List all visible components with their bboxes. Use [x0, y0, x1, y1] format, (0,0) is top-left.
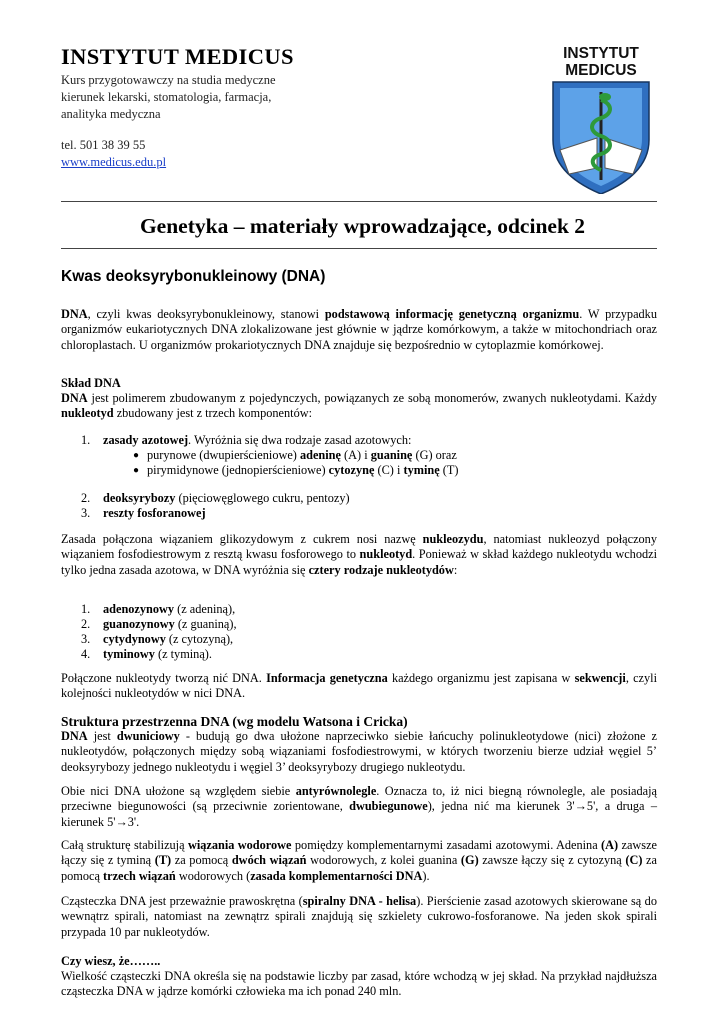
website-link[interactable]: www.medicus.edu.pl [61, 155, 167, 169]
paragraph-informacja: Połączone nukleotydy tworzą nić DNA. Informacja genetyczna każdego organizmu jest zapisana w sekwencji, czyli kolejności nukleotydów w nici DNA. [61, 671, 658, 701]
paragraph-antyrownolegle: Obie nici DNA ułożone są względem siebie antyrównolegle. Oznacza to, iż nici biegną równolegle, ale posiadają przeciwne biegunowości (są przeciwnie zorientowane, dwubiegunowe), jedna nić ma kierunek 3'→5', a druga – kierunek 5'→3'. [61, 784, 657, 829]
paragraph-dwuniciowy: DNA jest dwuniciowy - budują go dwa ułożone naprzeciwko siebie łańcuchy polinukleotydowe (nici) złożone z nukleotydów, połączonych między sobą wiązaniami fosfodiestrowymi, w których tworzeniu bierze udział węgiel 5’ deoksyrybozy jednego nukleotydu i węgiel 3’ deoksyrybozy drugiego nukleotydu. [61, 729, 657, 774]
phone-number: tel. 501 38 39 55 [61, 138, 146, 152]
list-item: guanozynowy (z guaniną), [103, 617, 237, 631]
list-number: 1. [81, 433, 91, 447]
fact-heading: Czy wiesz, że…….. [61, 954, 161, 968]
list-item: deoksyrybozy (pięciowęglowego cukru, pentozy) [103, 491, 350, 505]
list-item: zasady azotowej. Wyróżnia się dwa rodzaje zasad azotowych: [103, 433, 412, 447]
list-number: 2. [81, 617, 91, 631]
logo-text-line-1: INSTYTUT [563, 45, 639, 62]
bullet-icon: ● [133, 465, 140, 476]
logo-text-line-2: MEDICUS [565, 62, 637, 79]
list-item: pirymidynowe (jednopierścieniowe) cytozynę (C) i tyminę (T) [147, 463, 459, 477]
list-number: 4. [81, 647, 91, 661]
title-rule-bottom [61, 248, 657, 249]
paragraph-sklad: DNA jest polimerem zbudowanym z pojedynczych, powiązanych ze sobą monomerów, zwanych nukleotydami. Każdy nukleotyd zbudowany jest z trzech komponentów: [61, 391, 657, 421]
list-item: tyminowy (z tyminą). [103, 647, 212, 661]
paragraph-helisa: Cząsteczka DNA jest przeważnie prawoskrętna (spiralny DNA - helisa). Pierścienie zasad azotowych skierowane są do wewnątrz spirali, natomiast na zewnątrz spirali znajdują się szkielety cukrowo-fosforanowe. Na jeden skok spirali przypada 10 par nukleotydów. [61, 894, 657, 939]
section-heading-structure: Struktura przestrzenna DNA (wg modelu Watsona i Cricka) [61, 714, 408, 729]
list-item: cytydynowy (z cytozyną), [103, 632, 234, 646]
list-number: 3. [81, 506, 91, 520]
section-heading-dna: Kwas deoksyrybonukleinowy (DNA) [61, 268, 326, 285]
paragraph-dna-intro: DNA, czyli kwas deoksyrybonukleinowy, stanowi podstawową informację genetyczną organizmu. W przypadku organizmów eukariotycznych DNA zlokalizowane jest głównie w jądrze komórkowym, a także w mitochondriach oraz chloroplastach. U organizmów prokariotycznych DNA znajduje się bezpośrednio w cytoplazmie komórkowej. [61, 307, 657, 352]
list-item: purynowe (dwupierścieniowe) adeninę (A) i guaninę (G) oraz [147, 448, 457, 462]
paragraph-nukleozyd: Zasada połączona wiązaniem glikozydowym z cukrem nosi nazwę nukleozydu, natomiast nukleozyd połączony wiązaniem fosfodiestrowym z resztą kwasu fosforowego to nukleotyd. Ponieważ w skład każdego nukleotydu wchodzi tylko jedna zasada azotowa, w DNA wyróżnia się cztery rodzaje nukleotydów: [61, 532, 657, 577]
bullet-icon: ● [133, 450, 140, 461]
shield-caduceus-book-logo-icon [543, 42, 659, 194]
course-line-2: kierunek lekarski, stomatologia, farmacja, [61, 90, 272, 104]
subheading-sklad: Skład DNA [61, 376, 121, 390]
paragraph-wiazania: Całą strukturę stabilizują wiązania wodorowe pomiędzy komplementarnymi zasadami azotowymi. Adenina (A) zawsze łączy się z tyminą (T) za pomocą dwóch wiązań wodorowych, z kolei guanina (G) zawsze łączy się z cytozyną (C) za pomocą trzech wiązań wodorowych (zasada komplementarności DNA). [61, 838, 657, 883]
title-rule-top [61, 201, 657, 202]
document-title: Genetyka – materiały wprowadzające, odcinek 2 [139, 214, 586, 238]
course-line-3: analityka medyczna [61, 107, 161, 121]
course-line-1: Kurs przygotowawczy na studia medyczne [61, 73, 276, 87]
org-name: INSTYTUT MEDICUS [61, 44, 294, 69]
list-item: adenozynowy (z adeniną), [103, 602, 236, 616]
fact-text: Wielkość cząsteczki DNA określa się na podstawie liczby par zasad, które wchodzą w jej skład. Na przykład najdłuższa cząsteczka DNA w jądrze komórki człowieka ma ich ponad 240 mln. [61, 969, 657, 999]
list-item: reszty fosforanowej [103, 506, 206, 520]
list-number: 3. [81, 632, 91, 646]
list-number: 1. [81, 602, 91, 616]
list-number: 2. [81, 491, 91, 505]
